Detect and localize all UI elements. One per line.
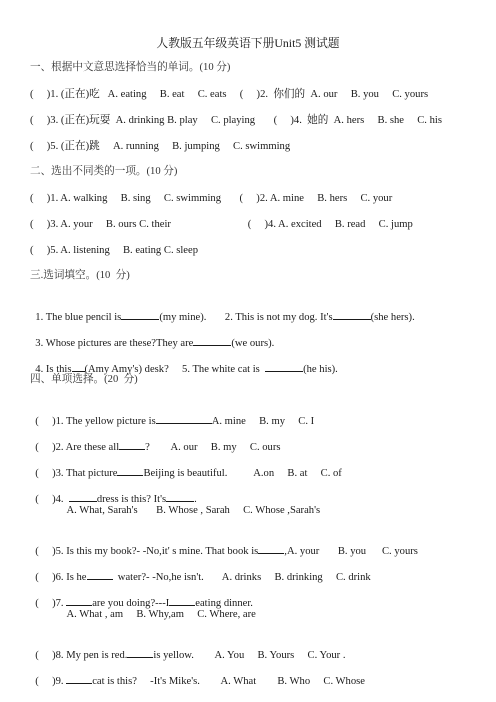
mc-options: A. What , am B. Why,am C. Where, are — [30, 609, 256, 620]
text: (we ours). — [231, 338, 275, 349]
fill-blank-line — [30, 322, 274, 350]
text: ,A. your B. you C. yours — [284, 546, 418, 557]
mc-question — [30, 530, 418, 558]
text: dress is this? It's — [96, 494, 167, 505]
fill-blank-line — [30, 296, 415, 324]
text: . — [194, 494, 197, 505]
mc-question — [30, 478, 197, 506]
text: ( )3. That picture — [35, 468, 118, 479]
mc-question — [30, 634, 346, 662]
answer-blank[interactable] — [66, 595, 92, 606]
mc-question — [30, 556, 371, 584]
text: 4. Is this — [35, 364, 72, 375]
answer-blank[interactable] — [193, 335, 231, 346]
mc-question — [30, 452, 342, 480]
mc-options: A. What, Sarah's B. Whose , Sarah C. Whose ,Sarah's — [30, 505, 321, 516]
answer-blank[interactable] — [121, 309, 159, 320]
answer-blank[interactable] — [156, 413, 212, 424]
answer-blank[interactable] — [69, 491, 97, 502]
text: ( )9. — [35, 676, 67, 687]
question-line: ( )5. A. listening B. eating C. sleep — [30, 245, 199, 256]
page-title: 人教版五年级英语下册Unit5 测试题 — [156, 36, 340, 50]
text: ( )8. My pen is red. — [35, 650, 128, 661]
answer-blank[interactable] — [127, 647, 153, 658]
text: ( )5. Is this my book?- -No,it' s mine. That book is — [35, 546, 259, 557]
text: ( )1. The yellow picture is — [35, 416, 156, 427]
mc-question — [30, 426, 281, 454]
text: ( )6. Is he — [35, 572, 87, 583]
mc-question — [30, 582, 253, 610]
answer-blank[interactable] — [258, 543, 284, 554]
text: (she hers). — [370, 312, 415, 323]
text: A. mine B. my C. I — [211, 416, 315, 427]
question-line: ( )3. (正在)玩耍 A. drinking B. play C. playing ( )4. 她的 A. hers B. she C. his — [30, 115, 442, 126]
section-heading-1: 一、根据中文意思选择恰当的单词。(10 分) — [30, 62, 231, 73]
answer-blank[interactable] — [119, 439, 145, 450]
text: (my mine). 2. This is not my dog. It's — [159, 312, 333, 323]
text: 1. The blue pencil is — [35, 312, 122, 323]
answer-blank[interactable] — [66, 673, 92, 684]
text: water?- -No,he isn't. A. drinks B. drinking C. drink — [112, 572, 371, 583]
text: ( )4. — [35, 494, 69, 505]
text: cat is this? -It's Mike's. A. What B. Who C. Whose — [92, 676, 365, 687]
answer-blank[interactable] — [166, 491, 194, 502]
section-heading-2: 二、选出不同类的一项。(10 分) — [30, 166, 178, 177]
text: ( )2. Are these all — [35, 442, 120, 453]
text: ( )7. — [35, 598, 67, 609]
text: (Amy Amy's) desk? 5. The white cat is — [84, 364, 266, 375]
answer-blank[interactable] — [169, 595, 195, 606]
text: Beijing is beautiful. A.on B. at C. of — [143, 468, 342, 479]
answer-blank[interactable] — [265, 361, 303, 372]
answer-blank[interactable] — [333, 309, 371, 320]
text: ? A. our B. my C. ours — [145, 442, 281, 453]
section-heading-3: 三.选词填空。(10 分) — [30, 270, 130, 281]
text: eating dinner. — [195, 598, 253, 609]
text: 3. Whose pictures are these?They are — [35, 338, 194, 349]
answer-blank[interactable] — [87, 569, 113, 580]
question-line: ( )1. (正在)吃 A. eating B. eat C. eats ( )2. 你们的 A. our B. you C. yours — [30, 89, 429, 100]
mc-question — [30, 660, 365, 688]
text: (he his). — [303, 364, 338, 375]
fill-blank-line — [30, 348, 338, 376]
answer-blank[interactable] — [117, 465, 143, 476]
question-line: ( )5. (正在)跳 A. running B. jumping C. swimming — [30, 141, 291, 152]
question-line: ( )3. A. your B. ours C. their ( )4. A. excited B. read C. jump — [30, 219, 413, 230]
answer-blank[interactable] — [72, 361, 85, 372]
question-line: ( )1. A. walking B. sing C. swimming ( )2. A. mine B. hers C. your — [30, 193, 393, 204]
mc-question — [30, 400, 314, 428]
text: are you doing?---I — [92, 598, 170, 609]
section-heading-4: 四、单项选择。(20 分) — [30, 374, 138, 385]
text: is yellow. A. You B. Yours C. Your . — [153, 650, 346, 661]
